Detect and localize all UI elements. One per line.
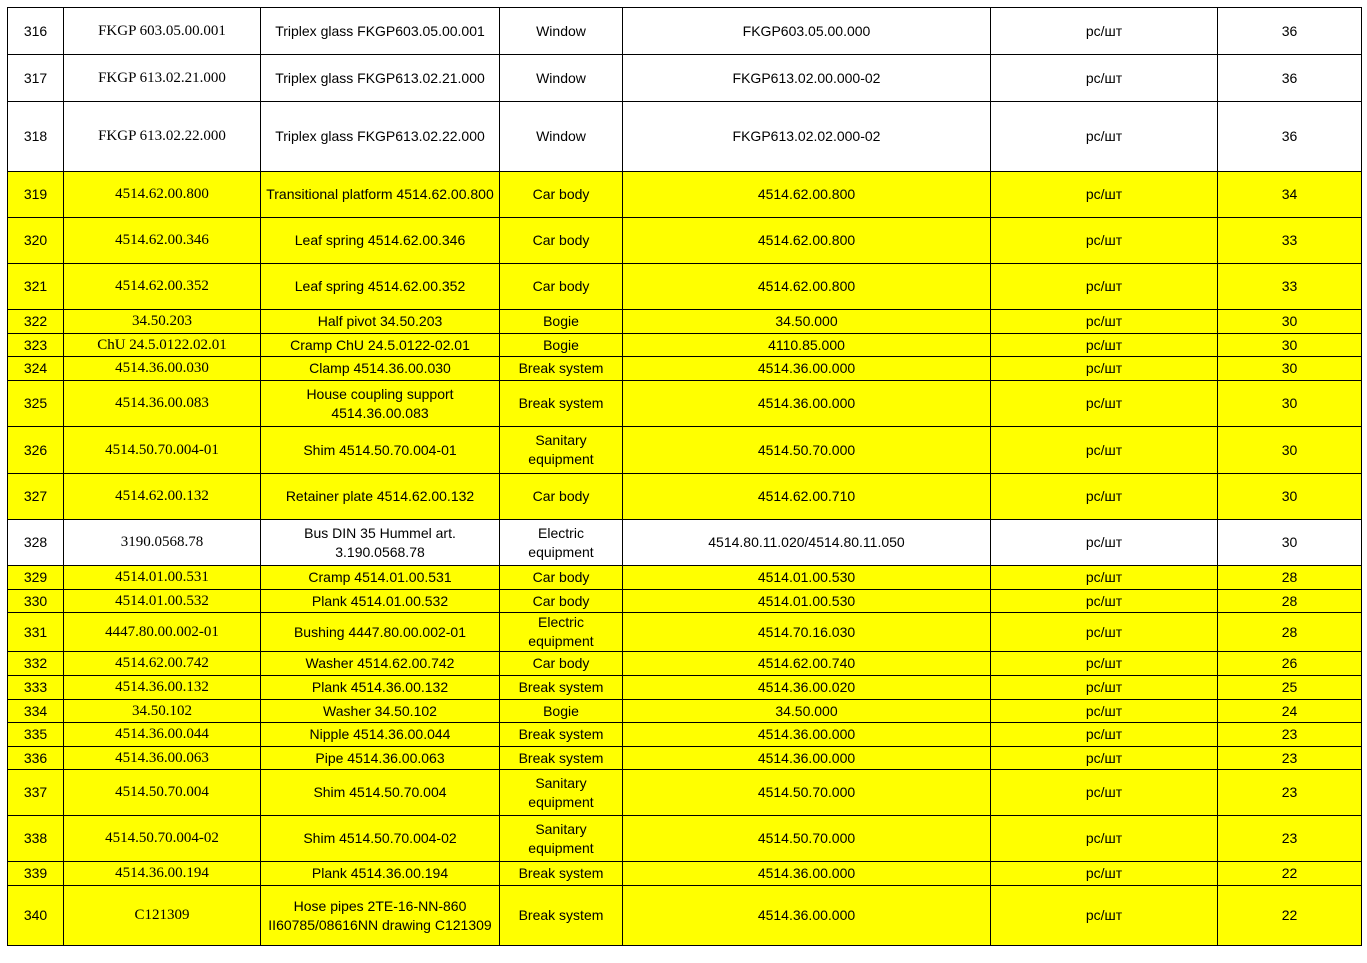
- part-name-cell: Hose pipes 2TE-16-NN-860 II60785/08616NN drawing C121309: [261, 886, 500, 946]
- assembly-code-cell: 4514.50.70.000: [623, 770, 991, 816]
- quantity-cell: 30: [1218, 310, 1362, 334]
- item-number-cell: 323: [8, 334, 64, 357]
- part-name-cell: Triplex glass FKGP613.02.22.000: [261, 102, 500, 172]
- item-number-cell: 317: [8, 55, 64, 102]
- part-code-cell: 4514.62.00.346: [64, 218, 261, 264]
- part-name-cell: Clamp 4514.36.00.030: [261, 357, 500, 381]
- unit-cell: pc/шт: [991, 474, 1218, 520]
- part-code-cell: FKGP 603.05.00.001: [64, 8, 261, 55]
- item-number-cell: 336: [8, 747, 64, 770]
- table-row: [8, 55, 1362, 102]
- part-code-cell: 3190.0568.78: [64, 520, 261, 566]
- part-name-cell: Cramp ChU 24.5.0122-02.01: [261, 334, 500, 357]
- part-code-cell: 4514.36.00.030: [64, 357, 261, 381]
- part-name-cell: Triplex glass FKGP603.05.00.001: [261, 8, 500, 55]
- part-group-cell: Break system: [500, 381, 623, 427]
- unit-cell: pc/шт: [991, 613, 1218, 652]
- unit-cell: pc/шт: [991, 427, 1218, 474]
- unit-cell: pc/шт: [991, 886, 1218, 946]
- part-name-cell: Shim 4514.50.70.004-01: [261, 427, 500, 474]
- quantity-cell: 22: [1218, 862, 1362, 886]
- part-code-cell: 4514.36.00.132: [64, 676, 261, 700]
- item-number-cell: 316: [8, 8, 64, 55]
- table-row: [8, 8, 1362, 55]
- quantity-cell: 28: [1218, 590, 1362, 613]
- assembly-code-cell: FKGP613.02.00.000-02: [623, 55, 991, 102]
- part-name-cell: Bus DIN 35 Hummel art. 3.190.0568.78: [261, 520, 500, 566]
- unit-cell: pc/шт: [991, 102, 1218, 172]
- unit-cell: pc/шт: [991, 218, 1218, 264]
- table-row: [8, 381, 1362, 427]
- assembly-code-cell: 4514.62.00.800: [623, 218, 991, 264]
- part-group-cell: Window: [500, 55, 623, 102]
- part-group-cell: Car body: [500, 566, 623, 590]
- part-group-cell: Break system: [500, 357, 623, 381]
- item-number-cell: 337: [8, 770, 64, 816]
- table-row: [8, 310, 1362, 334]
- quantity-cell: 23: [1218, 816, 1362, 862]
- part-name-cell: Washer 4514.62.00.742: [261, 652, 500, 676]
- part-name-cell: Transitional platform 4514.62.00.800: [261, 172, 500, 218]
- part-code-cell: 4514.50.70.004-01: [64, 427, 261, 474]
- part-name-cell: Leaf spring 4514.62.00.352: [261, 264, 500, 310]
- part-code-cell: 4514.36.00.044: [64, 723, 261, 747]
- unit-cell: pc/шт: [991, 264, 1218, 310]
- parts-table-body: [8, 8, 1362, 946]
- quantity-cell: 30: [1218, 520, 1362, 566]
- table-row: [8, 862, 1362, 886]
- table-row: [8, 770, 1362, 816]
- item-number-cell: 322: [8, 310, 64, 334]
- part-code-cell: 4447.80.00.002-01: [64, 613, 261, 652]
- quantity-cell: 28: [1218, 613, 1362, 652]
- part-code-cell: FKGP 613.02.22.000: [64, 102, 261, 172]
- part-name-cell: Shim 4514.50.70.004-02: [261, 816, 500, 862]
- table-row: [8, 700, 1362, 723]
- assembly-code-cell: 4514.36.00.000: [623, 747, 991, 770]
- part-name-cell: Plank 4514.01.00.532: [261, 590, 500, 613]
- assembly-code-cell: 4514.62.00.710: [623, 474, 991, 520]
- part-group-cell: Car body: [500, 264, 623, 310]
- table-row: [8, 816, 1362, 862]
- item-number-cell: 325: [8, 381, 64, 427]
- item-number-cell: 339: [8, 862, 64, 886]
- table-row: [8, 747, 1362, 770]
- item-number-cell: 326: [8, 427, 64, 474]
- item-number-cell: 334: [8, 700, 64, 723]
- table-row: [8, 264, 1362, 310]
- table-row: [8, 427, 1362, 474]
- part-code-cell: 4514.62.00.800: [64, 172, 261, 218]
- table-row: [8, 886, 1362, 946]
- part-group-cell: Electric equipment: [500, 520, 623, 566]
- unit-cell: pc/шт: [991, 357, 1218, 381]
- item-number-cell: 319: [8, 172, 64, 218]
- part-group-cell: Break system: [500, 723, 623, 747]
- part-group-cell: Break system: [500, 862, 623, 886]
- unit-cell: pc/шт: [991, 723, 1218, 747]
- assembly-code-cell: 4514.50.70.000: [623, 816, 991, 862]
- part-name-cell: Cramp 4514.01.00.531: [261, 566, 500, 590]
- quantity-cell: 30: [1218, 334, 1362, 357]
- part-group-cell: Break system: [500, 886, 623, 946]
- unit-cell: pc/шт: [991, 172, 1218, 218]
- unit-cell: pc/шт: [991, 747, 1218, 770]
- part-group-cell: Bogie: [500, 334, 623, 357]
- part-group-cell: Car body: [500, 218, 623, 264]
- unit-cell: pc/шт: [991, 590, 1218, 613]
- unit-cell: pc/шт: [991, 652, 1218, 676]
- part-code-cell: 34.50.203: [64, 310, 261, 334]
- quantity-cell: 23: [1218, 770, 1362, 816]
- part-group-cell: Break system: [500, 747, 623, 770]
- part-group-cell: Car body: [500, 474, 623, 520]
- item-number-cell: 324: [8, 357, 64, 381]
- unit-cell: pc/шт: [991, 310, 1218, 334]
- part-group-cell: Car body: [500, 172, 623, 218]
- assembly-code-cell: 4514.36.00.000: [623, 886, 991, 946]
- table-row: [8, 218, 1362, 264]
- part-name-cell: Bushing 4447.80.00.002-01: [261, 613, 500, 652]
- part-group-cell: Window: [500, 102, 623, 172]
- part-name-cell: Triplex glass FKGP613.02.21.000: [261, 55, 500, 102]
- quantity-cell: 24: [1218, 700, 1362, 723]
- parts-table: [7, 7, 1362, 946]
- part-code-cell: 4514.62.00.132: [64, 474, 261, 520]
- assembly-code-cell: 4514.36.00.000: [623, 723, 991, 747]
- quantity-cell: 36: [1218, 8, 1362, 55]
- table-row: [8, 357, 1362, 381]
- quantity-cell: 22: [1218, 886, 1362, 946]
- quantity-cell: 34: [1218, 172, 1362, 218]
- part-group-cell: Window: [500, 8, 623, 55]
- unit-cell: pc/шт: [991, 862, 1218, 886]
- item-number-cell: 327: [8, 474, 64, 520]
- part-code-cell: C121309: [64, 886, 261, 946]
- part-code-cell: FKGP 613.02.21.000: [64, 55, 261, 102]
- unit-cell: pc/шт: [991, 381, 1218, 427]
- table-row: [8, 613, 1362, 652]
- assembly-code-cell: 4514.62.00.740: [623, 652, 991, 676]
- assembly-code-cell: 4514.01.00.530: [623, 590, 991, 613]
- quantity-cell: 30: [1218, 381, 1362, 427]
- part-group-cell: Sanitary equipment: [500, 816, 623, 862]
- assembly-code-cell: 4110.85.000: [623, 334, 991, 357]
- quantity-cell: 33: [1218, 264, 1362, 310]
- quantity-cell: 36: [1218, 102, 1362, 172]
- part-name-cell: Washer 34.50.102: [261, 700, 500, 723]
- item-number-cell: 330: [8, 590, 64, 613]
- part-name-cell: Pipe 4514.36.00.063: [261, 747, 500, 770]
- table-row: [8, 102, 1362, 172]
- item-number-cell: 335: [8, 723, 64, 747]
- unit-cell: pc/шт: [991, 816, 1218, 862]
- quantity-cell: 30: [1218, 474, 1362, 520]
- table-row: [8, 334, 1362, 357]
- part-name-cell: House coupling support 4514.36.00.083: [261, 381, 500, 427]
- table-row: [8, 590, 1362, 613]
- part-code-cell: 4514.62.00.352: [64, 264, 261, 310]
- part-group-cell: Break system: [500, 676, 623, 700]
- part-code-cell: 4514.50.70.004: [64, 770, 261, 816]
- part-name-cell: Half pivot 34.50.203: [261, 310, 500, 334]
- part-name-cell: Plank 4514.36.00.194: [261, 862, 500, 886]
- part-code-cell: 4514.36.00.083: [64, 381, 261, 427]
- table-row: [8, 676, 1362, 700]
- assembly-code-cell: 4514.62.00.800: [623, 264, 991, 310]
- quantity-cell: 23: [1218, 723, 1362, 747]
- item-number-cell: 318: [8, 102, 64, 172]
- quantity-cell: 23: [1218, 747, 1362, 770]
- assembly-code-cell: 4514.36.00.000: [623, 357, 991, 381]
- quantity-cell: 30: [1218, 427, 1362, 474]
- part-code-cell: 4514.36.00.063: [64, 747, 261, 770]
- unit-cell: pc/шт: [991, 676, 1218, 700]
- part-group-cell: Bogie: [500, 310, 623, 334]
- part-name-cell: Plank 4514.36.00.132: [261, 676, 500, 700]
- part-code-cell: 34.50.102: [64, 700, 261, 723]
- assembly-code-cell: 34.50.000: [623, 310, 991, 334]
- unit-cell: pc/шт: [991, 520, 1218, 566]
- quantity-cell: 28: [1218, 566, 1362, 590]
- part-name-cell: Retainer plate 4514.62.00.132: [261, 474, 500, 520]
- item-number-cell: 321: [8, 264, 64, 310]
- table-row: [8, 172, 1362, 218]
- item-number-cell: 338: [8, 816, 64, 862]
- part-code-cell: ChU 24.5.0122.02.01: [64, 334, 261, 357]
- assembly-code-cell: 4514.50.70.000: [623, 427, 991, 474]
- assembly-code-cell: 4514.80.11.020/4514.80.11.050: [623, 520, 991, 566]
- item-number-cell: 333: [8, 676, 64, 700]
- part-name-cell: Shim 4514.50.70.004: [261, 770, 500, 816]
- part-group-cell: Sanitary equipment: [500, 427, 623, 474]
- assembly-code-cell: 4514.01.00.530: [623, 566, 991, 590]
- assembly-code-cell: FKGP613.02.02.000-02: [623, 102, 991, 172]
- part-group-cell: Electric equipment: [500, 613, 623, 652]
- table-row: [8, 520, 1362, 566]
- part-code-cell: 4514.01.00.532: [64, 590, 261, 613]
- quantity-cell: 36: [1218, 55, 1362, 102]
- unit-cell: pc/шт: [991, 8, 1218, 55]
- quantity-cell: 33: [1218, 218, 1362, 264]
- table-row: [8, 723, 1362, 747]
- assembly-code-cell: 4514.36.00.020: [623, 676, 991, 700]
- assembly-code-cell: 4514.36.00.000: [623, 381, 991, 427]
- part-name-cell: Leaf spring 4514.62.00.346: [261, 218, 500, 264]
- table-row: [8, 652, 1362, 676]
- item-number-cell: 329: [8, 566, 64, 590]
- part-group-cell: Bogie: [500, 700, 623, 723]
- unit-cell: pc/шт: [991, 55, 1218, 102]
- part-group-cell: Car body: [500, 590, 623, 613]
- assembly-code-cell: 4514.62.00.800: [623, 172, 991, 218]
- item-number-cell: 331: [8, 613, 64, 652]
- item-number-cell: 332: [8, 652, 64, 676]
- part-group-cell: Sanitary equipment: [500, 770, 623, 816]
- assembly-code-cell: 4514.70.16.030: [623, 613, 991, 652]
- quantity-cell: 26: [1218, 652, 1362, 676]
- assembly-code-cell: FKGP603.05.00.000: [623, 8, 991, 55]
- unit-cell: pc/шт: [991, 700, 1218, 723]
- part-code-cell: 4514.50.70.004-02: [64, 816, 261, 862]
- quantity-cell: 25: [1218, 676, 1362, 700]
- assembly-code-cell: 34.50.000: [623, 700, 991, 723]
- item-number-cell: 320: [8, 218, 64, 264]
- part-group-cell: Car body: [500, 652, 623, 676]
- part-code-cell: 4514.36.00.194: [64, 862, 261, 886]
- quantity-cell: 30: [1218, 357, 1362, 381]
- item-number-cell: 340: [8, 886, 64, 946]
- part-name-cell: Nipple 4514.36.00.044: [261, 723, 500, 747]
- table-row: [8, 474, 1362, 520]
- unit-cell: pc/шт: [991, 334, 1218, 357]
- unit-cell: pc/шт: [991, 566, 1218, 590]
- unit-cell: pc/шт: [991, 770, 1218, 816]
- part-code-cell: 4514.01.00.531: [64, 566, 261, 590]
- part-code-cell: 4514.62.00.742: [64, 652, 261, 676]
- table-row: [8, 566, 1362, 590]
- assembly-code-cell: 4514.36.00.000: [623, 862, 991, 886]
- item-number-cell: 328: [8, 520, 64, 566]
